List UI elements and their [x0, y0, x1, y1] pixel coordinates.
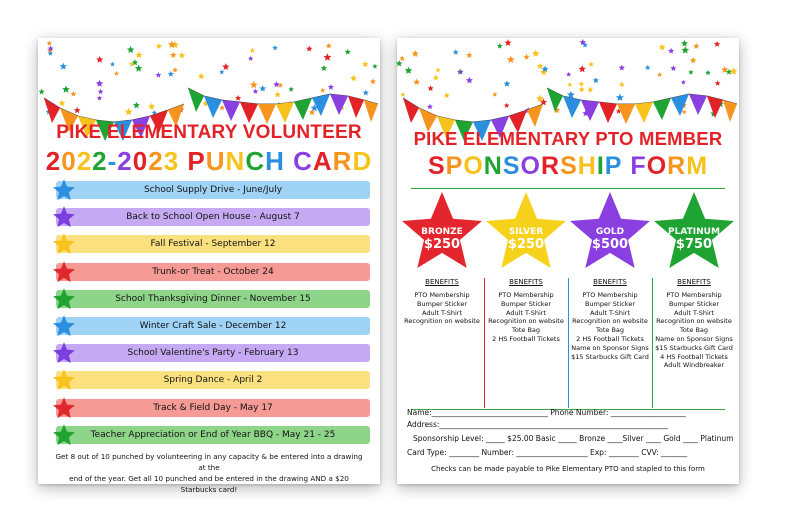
- confetti-star-icon: [714, 41, 720, 47]
- confetti-star-icon: [492, 92, 497, 97]
- confetti-star-icon: [127, 46, 135, 53]
- benefit-item: Recognition on website: [488, 317, 564, 326]
- confetti-star-icon: [688, 69, 693, 74]
- benefit-item: PTO Membership: [498, 291, 554, 299]
- confetti-star-icon: [682, 109, 687, 114]
- confetti-star-icon: [523, 54, 529, 60]
- event-band: Spring Dance - April 2: [56, 371, 370, 389]
- confetti-star-icon: [253, 89, 259, 94]
- confetti-star-icon: [59, 100, 66, 106]
- confetti-star-icon: [110, 62, 115, 67]
- confetti-star-icon: [172, 67, 178, 72]
- tier-price: $250: [507, 237, 545, 252]
- bunting-flag: [276, 102, 294, 123]
- punch-star-shape: [53, 370, 75, 391]
- confetti-star-icon: [156, 43, 162, 49]
- confetti-star-icon: [219, 69, 224, 74]
- confetti-star-icon: [219, 105, 225, 110]
- confetti-star-icon: [170, 52, 176, 58]
- benefit-item: Tote Bag: [511, 326, 541, 335]
- confetti-star-icon: [273, 81, 279, 87]
- confetti-star-icon: [320, 88, 325, 93]
- confetti-star-icon: [444, 92, 450, 98]
- confetti-star-icon: [168, 71, 174, 77]
- confetti-star-icon: [567, 82, 572, 87]
- confetti-star-icon: [497, 43, 503, 49]
- benefit-item: 2 HS Football Tickets: [576, 334, 644, 343]
- punch-star-icon[interactable]: [52, 423, 76, 447]
- confetti-star-icon: [274, 91, 280, 97]
- benefit-item: PTO Membership: [414, 291, 470, 299]
- benefits-list: [653, 291, 735, 370]
- punch-star-shape: [53, 288, 75, 309]
- event-band: School Supply Drive - June/July: [56, 181, 370, 199]
- confetti-star-icon: [690, 57, 697, 63]
- confetti-star-icon: [74, 107, 81, 113]
- punch-star-shape: [53, 234, 75, 255]
- confetti-star-icon: [198, 73, 205, 79]
- confetti-star-icon: [372, 64, 377, 69]
- punch-star-icon[interactable]: [52, 205, 76, 229]
- benefit-item: Tote Bag: [679, 326, 709, 335]
- confetti-star-icon: [427, 104, 433, 110]
- bunting-flag: [330, 94, 348, 115]
- confetti-star-icon: [135, 64, 143, 71]
- confetti-star-icon: [114, 71, 119, 76]
- confetti-star-icon: [504, 103, 509, 108]
- card-payment-field[interactable]: Card Type: ________ Number: ___________________ Exp: ________ CVV: _______: [407, 448, 688, 457]
- confetti-star-icon: [248, 56, 253, 61]
- confetti-star-icon: [323, 53, 331, 61]
- punch-star-icon[interactable]: [52, 341, 76, 365]
- confetti-star-icon: [566, 72, 571, 77]
- benefits-label: BENEFITS: [509, 278, 543, 286]
- confetti-star-icon: [413, 79, 420, 85]
- tier-name: BRONZE: [421, 227, 463, 237]
- benefit-item: Bumper Sticker: [668, 299, 720, 308]
- confetti-star-icon: [619, 82, 625, 87]
- benefit-item: Name on Sponsor Signs: [571, 343, 649, 352]
- benefit-item: 4 HS Football Tickets: [660, 352, 728, 361]
- event-band: Track & Field Day - May 17: [56, 399, 370, 417]
- punch-card-subtitle: 2022-2023 PUNCH CARD: [45, 146, 373, 176]
- punch-star-shape: [53, 342, 75, 363]
- benefit-item: 2 HS Football Tickets: [492, 334, 560, 343]
- confetti-star-icon: [579, 86, 585, 92]
- benefit-item: Recognition on website: [572, 317, 648, 326]
- benefits-label: BENEFITS: [677, 278, 711, 286]
- confetti-star-icon: [466, 52, 472, 58]
- benefit-item: Recognition on website: [404, 317, 480, 326]
- confetti-star-icon: [588, 61, 593, 66]
- bunting-flag: [689, 94, 707, 115]
- confetti-star-icon: [579, 81, 584, 86]
- confetti-star-icon: [504, 80, 511, 86]
- confetti-star-icon: [693, 43, 699, 49]
- confetti-star-icon: [363, 90, 369, 96]
- confetti-star-icon: [715, 80, 721, 85]
- benefit-item: Bumper Sticker: [416, 299, 468, 308]
- confetti-star-icon: [148, 103, 155, 110]
- benefit-item: PTO Membership: [582, 291, 638, 299]
- confetti-star-icon: [657, 72, 662, 77]
- confetti-star-icon: [250, 81, 258, 88]
- confetti-star-icon: [578, 65, 586, 72]
- confetti-star-icon: [98, 89, 104, 94]
- confetti-star-icon: [412, 50, 419, 57]
- confetti-star-icon: [97, 95, 102, 100]
- benefit-item: Adult Windbreaker: [663, 361, 725, 370]
- name-phone-field[interactable]: Name:_______________________________ Phone Number: ____________________: [407, 408, 686, 417]
- confetti-star-icon: [593, 77, 599, 83]
- punch-star-shape: [53, 315, 75, 336]
- divider: [411, 188, 725, 189]
- benefit-item: Name on Sponsor Signs: [655, 334, 733, 343]
- benefits-label: BENEFITS: [593, 278, 627, 286]
- event-band: Teacher Appreciation or End of Year BBQ - May 21 - 25: [56, 426, 370, 444]
- confetti-star-icon: [47, 41, 52, 46]
- confetti-star-icon: [659, 44, 666, 51]
- benefit-item: $15 Starbucks Gift Card: [571, 352, 649, 361]
- confetti-star-icon: [705, 70, 711, 75]
- confetti-star-icon: [400, 92, 405, 97]
- punch-star-shape: [53, 179, 75, 200]
- confetti-star-icon: [435, 67, 440, 72]
- confetti-star-icon: [504, 39, 511, 46]
- event-band: School Valentine's Party - February 13: [56, 344, 370, 362]
- confetti-star-icon: [670, 65, 676, 71]
- benefit-item: PTO Membership: [666, 291, 722, 299]
- bunting-flag: [240, 102, 258, 123]
- tier-name: SILVER: [508, 227, 544, 237]
- confetti-star-icon: [453, 49, 459, 55]
- sponsorship-level-field[interactable]: Sponsorship Level: _____ $25.00 Basic _____ Bronze ____Silver ____ Gold ____ Platinum: [413, 434, 734, 443]
- confetti-star-icon: [645, 65, 651, 70]
- confetti-star-icon: [532, 50, 540, 57]
- confetti-star-icon: [272, 45, 278, 50]
- punch-star-shape: [53, 261, 75, 282]
- confetti-star-icon: [326, 43, 332, 49]
- confetti-star-icon: [39, 89, 45, 95]
- confetti-star-icon: [125, 108, 133, 115]
- sponsorship-form-flyer: [397, 38, 739, 484]
- confetti-star-icon: [507, 56, 515, 64]
- confetti-star-icon: [133, 102, 140, 109]
- confetti-star-icon: [328, 84, 334, 90]
- benefit-item: Recognition on website: [656, 317, 732, 326]
- confetti-star-icon: [60, 63, 67, 70]
- punch-card-flyer: [38, 38, 380, 494]
- confetti-star-icon: [156, 72, 162, 78]
- confetti-star-icon: [250, 48, 255, 53]
- benefit-item: Bumper Sticker: [584, 299, 636, 308]
- confetti-star-icon: [62, 85, 70, 92]
- bunting-flag: [403, 98, 419, 123]
- benefit-item: Bumper Sticker: [500, 299, 552, 308]
- bunting-flag: [222, 100, 240, 121]
- confetti-star-icon: [396, 60, 403, 66]
- punch-star-icon[interactable]: [52, 232, 76, 256]
- punch-star-shape: [53, 206, 75, 227]
- confetti-star-icon: [362, 61, 369, 67]
- confetti-star-icon: [681, 80, 686, 85]
- event-band: Back to School Open House - August 7: [56, 208, 370, 226]
- confetti-star-icon: [350, 75, 357, 81]
- confetti-star-icon: [681, 40, 688, 47]
- punch-star-icon[interactable]: [52, 396, 76, 420]
- event-band: Winter Craft Sale - December 12: [56, 317, 370, 335]
- event-band: Trunk-or Treat - October 24: [56, 263, 370, 281]
- confetti-star-icon: [616, 93, 624, 101]
- confetti-star-icon: [433, 75, 439, 81]
- confetti-star-icon: [587, 87, 593, 93]
- benefit-item: Adult T-Shirt: [674, 308, 714, 317]
- benefit-item: Adult T-Shirt: [590, 308, 630, 317]
- punch-star-shape: [53, 424, 75, 445]
- confetti-star-icon: [619, 65, 625, 71]
- punch-star-icon[interactable]: [52, 314, 76, 338]
- sponsorship-title: PIKE ELEMENTARY PTO MEMBER: [413, 128, 723, 149]
- confetti-star-icon: [730, 67, 738, 74]
- check-payable-note: Checks can be made payable to Pike Elementary PTO and stapled to this form: [431, 465, 705, 473]
- bunting-flag: [527, 104, 543, 127]
- benefits-list: [401, 291, 483, 326]
- bunting-flag: [635, 102, 653, 123]
- benefit-item: Tote Bag: [595, 326, 625, 335]
- confetti-star-icon: [71, 91, 77, 97]
- confetti-star-icon: [306, 46, 312, 52]
- benefits-list: [485, 291, 567, 344]
- confetti-star-icon: [135, 51, 142, 58]
- event-band: Fall Festival - September 12: [56, 235, 370, 253]
- benefits-list: [569, 291, 651, 361]
- punch-star-icon[interactable]: [52, 287, 76, 311]
- footnote-line-1: Get 8 out of 10 punched by volunteering in any capacity & be entered into a drawing at the: [55, 452, 363, 472]
- benefits-label: BENEFITS: [425, 278, 459, 286]
- confetti-star-icon: [259, 85, 266, 91]
- confetti-star-icon: [370, 78, 376, 84]
- punch-star-icon[interactable]: [52, 260, 76, 284]
- punch-card-footnote: [52, 451, 366, 495]
- punch-star-icon[interactable]: [52, 368, 76, 392]
- confetti-star-icon: [96, 80, 104, 87]
- confetti-star-icon: [668, 48, 674, 54]
- event-band: School Thanksgiving Dinner - November 15: [56, 290, 370, 308]
- bunting-flag: [581, 100, 599, 121]
- tier-name: GOLD: [595, 227, 625, 237]
- punch-card-title: PIKE ELEMENTARY VOLUNTEER: [56, 122, 362, 143]
- footnote-line-2: end of the year. Get all 10 punched and be entered in the drawing AND a $20 Starbucks card!: [69, 474, 349, 494]
- tier-name: PLATINUM: [668, 227, 720, 237]
- confetti-star-icon: [235, 95, 241, 101]
- punch-star-shape: [53, 397, 75, 418]
- confetti-star-icon: [405, 67, 413, 74]
- benefit-item: Adult T-Shirt: [422, 308, 462, 317]
- confetti-star-icon: [681, 46, 689, 53]
- confetti-star-icon: [222, 63, 229, 70]
- bunting-flag: [599, 102, 617, 123]
- sponsorship-subtitle: SPONSORSHIP FORM: [427, 152, 709, 180]
- tier-price: $250: [423, 237, 461, 252]
- bunting-flag: [617, 104, 635, 124]
- confetti-star-icon: [179, 52, 186, 58]
- benefit-item: $15 Starbucks Gift Card: [655, 343, 733, 352]
- confetti-star-icon: [428, 85, 434, 91]
- address-field[interactable]: Address:_____________________________________________________________: [407, 420, 669, 429]
- confetti-star-icon: [399, 56, 405, 61]
- bunting-flag: [44, 98, 60, 123]
- confetti-star-icon: [96, 56, 103, 63]
- benefit-item: Adult T-Shirt: [506, 308, 546, 317]
- bunting-flag: [258, 104, 276, 124]
- punch-star-icon[interactable]: [52, 178, 76, 202]
- confetti-star-icon: [466, 77, 473, 84]
- confetti-star-icon: [321, 65, 327, 71]
- tier-price: $750: [675, 237, 713, 252]
- confetti-star-icon: [345, 49, 351, 55]
- tier-price: $500: [591, 237, 629, 252]
- confetti-star-icon: [288, 86, 294, 91]
